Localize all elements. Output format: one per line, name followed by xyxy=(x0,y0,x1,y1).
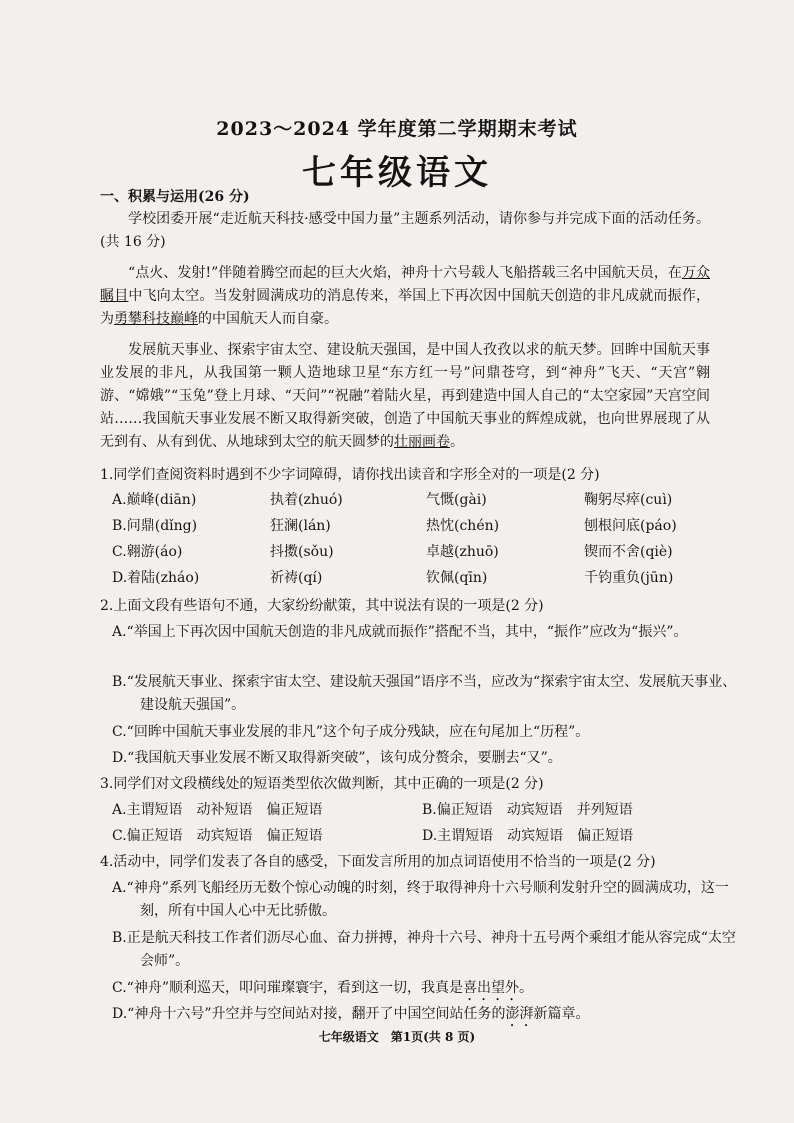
section-heading: 一、积累与运用(26 分) xyxy=(100,189,250,205)
question-3-option-c: C.偏正短语 动宾短语 偏正短语 xyxy=(112,828,323,844)
question-2-option-b: B.“发展航天事业、探索宇宙太空、建设航天强国”语序不当，应改为“探索宇宙太空、发展航天事业、建设航天强国”。 xyxy=(112,674,737,713)
passage-paragraph-2: 发展航天事业、探索宇宙太空、建设航天强国，是中国人孜孜以求的航天梦。回眸中国航天事业发展的非凡，从我国第一颗人造地球卫星“东方红一号”问鼎苍穹，到“神舟”飞天、“天宫”翱游、“嫦娥”“玉兔”登上月球、“天问”“祝融”着陆火星，再到建造中国人自己的“太空家园”天宫空间站……我国航天事业发展不断又取得新突破，创造了中国航天事业的辉煌成就，也向世界展现了从无到有、从有到优、从地球到太空的航天圆梦的壮丽画卷。 xyxy=(100,342,710,450)
option-b1: B.问鼎(dǐng) xyxy=(112,518,198,534)
question-1-stem: 1.同学们查阅资料时遇到不少字词障碍，请你找出读音和字形全对的一项是(2 分) xyxy=(100,467,600,483)
exam-title: 2023～2024 学年度第二学期期末考试 xyxy=(216,118,578,140)
dotted-phrase-c: 喜出望外 xyxy=(462,980,519,996)
question-2-option-c: C.“回眸中国航天事业发展的非凡”这个句子成分残缺，应在句尾加上“历程”。 xyxy=(112,724,590,740)
option-d4: 千钧重负(jūn) xyxy=(584,570,674,586)
option-a1: A.巅峰(diān) xyxy=(112,492,197,508)
option-a2: 执着(zhuó) xyxy=(270,492,343,508)
option-a3: 气慨(gài) xyxy=(426,492,487,508)
question-2-stem: 2.上面文段有些语句不通，大家纷纷献策，其中说法有误的一项是(2 分) xyxy=(100,598,544,614)
passage-paragraph-1: “点火、发射!”伴随着腾空而起的巨大火焰，神舟十六号载人飞船搭载三名中国航天员，在万众瞩目中飞向太空。当发射圆满成功的消息传来，举国上下再次因中国航天创造的非凡成就而振作，为勇攀科技巅峰的中国航天人而自豪。 xyxy=(100,265,711,327)
underlined-phrase-3: 壮丽画卷 xyxy=(394,434,450,450)
underlined-phrase-1: 万众瞩目 xyxy=(100,265,710,304)
question-3-stem: 3.同学们对文段横线处的短语类型依次做判断，其中正确的一项是(2 分) xyxy=(100,776,544,792)
question-3-option-a: A.主谓短语 动补短语 偏正短语 xyxy=(112,802,323,818)
option-b4: 刨根问底(páo) xyxy=(584,518,677,534)
question-4-option-d: D.“神舟十六号”升空并与空间站对接，翻开了中国空间站任务的澎湃新篇章。 xyxy=(112,1006,590,1022)
activity-intro: 学校团委开展“走近航天科技·感受中国力量”主题系列活动，请你参与并完成下面的活动任务。(共 16 分) xyxy=(100,211,710,250)
question-4-option-c: C.“神舟”顺利巡天，叩问璀璨寰宇，看到这一切，我真是喜出望外。 xyxy=(112,980,533,996)
question-3-option-d: D.主谓短语 动宾短语 偏正短语 xyxy=(422,828,634,844)
option-b2: 狂澜(lán) xyxy=(270,518,331,534)
question-3-option-b: B.偏正短语 动宾短语 并列短语 xyxy=(422,802,633,818)
option-d3: 钦佩(qīn) xyxy=(426,570,488,586)
option-c4: 锲而不舍(qiè) xyxy=(584,544,673,560)
question-4-option-a: A.“神舟”系列飞船经历无数个惊心动魄的时刻，终于取得神舟十六号顺利发射升空的圆满成功，这一刻，所有中国人心中无比骄傲。 xyxy=(112,880,729,919)
underlined-phrase-2: 勇攀科技巅峰 xyxy=(114,311,198,327)
question-2-option-d: D.“我国航天事业发展不断又取得新突破”，该句成分赘余，要删去“又”。 xyxy=(112,750,562,766)
option-d1: D.着陆(zháo) xyxy=(112,570,200,586)
option-b3: 热忱(chén) xyxy=(426,518,500,534)
option-a4: 鞠躬尽瘁(cuì) xyxy=(584,492,673,508)
option-c3: 卓越(zhuō) xyxy=(426,544,499,560)
question-2-option-a: A.“举国上下再次因中国航天创造的非凡成就而振作”搭配不当，其中，“振作”应改为“振兴”。 xyxy=(112,624,688,640)
dotted-phrase-d: 澎湃 xyxy=(505,1006,534,1022)
option-d2: 祈祷(qí) xyxy=(270,570,323,586)
page-footer: 七年级语文 第1页(共 8 页) xyxy=(318,1030,476,1044)
question-4-option-b: B.正是航天科技工作者们沥尽心血、奋力拼搏，神舟十六号、神舟十五号两个乘组才能从容完成“太空会师”。 xyxy=(112,930,736,969)
exam-subtitle: 七年级语文 xyxy=(302,153,492,193)
option-c2: 抖擞(sǒu) xyxy=(270,544,334,560)
option-c1: C.翱游(áo) xyxy=(112,544,183,560)
question-4-stem: 4.活动中，同学们发表了各自的感受，下面发言所用的加点词语使用不恰当的一项是(2 分) xyxy=(100,854,656,870)
